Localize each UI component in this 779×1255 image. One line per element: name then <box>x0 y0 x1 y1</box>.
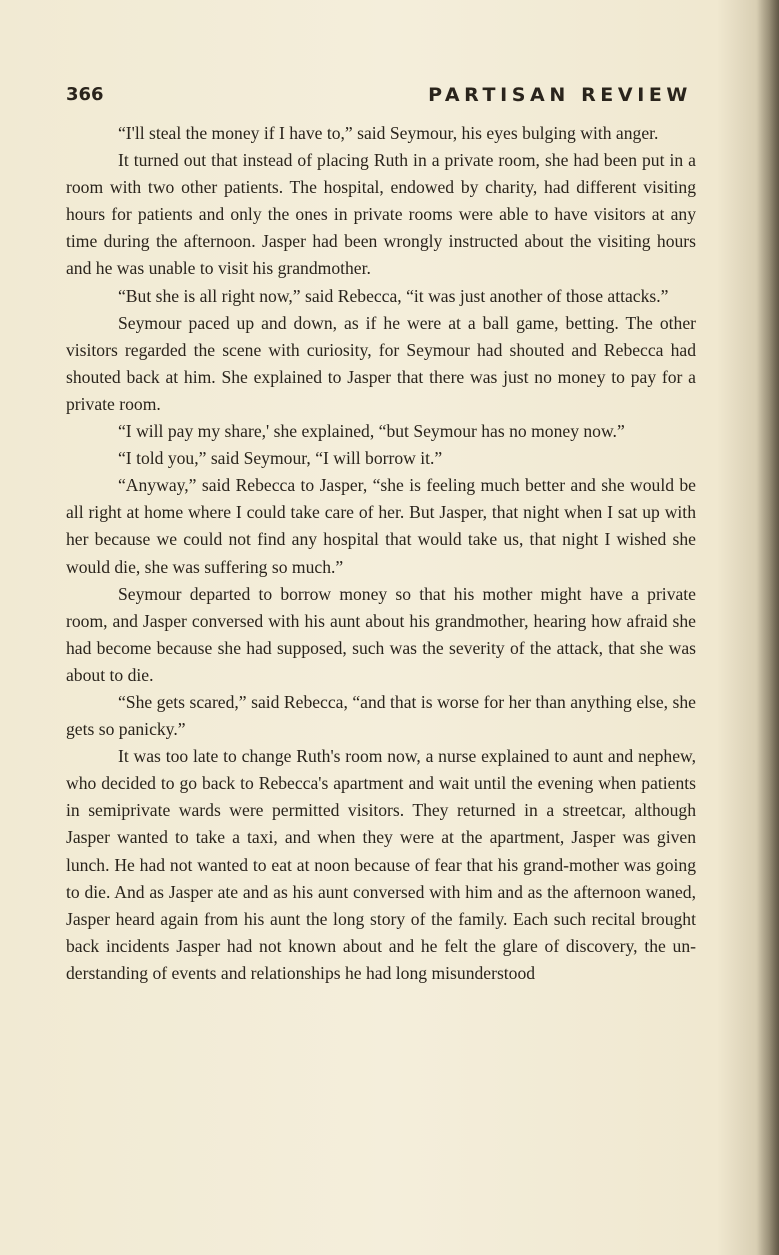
running-head: PARTISAN REVIEW <box>428 84 692 106</box>
body-text <box>66 120 696 987</box>
paragraph: “I told you,” said Seymour, “I will borrow it.” <box>118 448 443 469</box>
paragraph: “I will pay my share,' she explained, “but Seymour has no money now.” <box>118 421 625 442</box>
page-number: 366 <box>66 84 104 105</box>
spine-shadow <box>757 0 779 1255</box>
paragraph: Seymour departed to borrow money so that his mother might have a private room, and Jasper conversed with his aunt about his grandmother, hearing how afraid she had become because she had supposed, such was the severity of the attack, that she was about to die. <box>66 583 696 685</box>
paragraph: Seymour paced up and down, as if he were at a ball game, betting. The other visitors regarded the scene with curiosity, for Seymour had shouted and Rebecca had shouted back at him. She explained to Jasper that there was just no money to pay for a private room. <box>66 312 696 414</box>
paragraph: “Anyway,” said Rebecca to Jasper, “she is feeling much better and she would be all right at home where I could take care of her. But Jasper, that night when I sat up with her because we could not find any hospital that would take us, that night I wished she would die, she was suffering so much.” <box>66 475 696 577</box>
paragraph: “I'll steal the money if I have to,” said Seymour, his eyes bulging with anger. <box>118 123 659 143</box>
paragraph: It turned out that instead of placing Ruth in a private room, she had been put in a room with two other patients. The hospital, endowed by charity, had different visiting hours for patients and only the ones in private rooms were able to have visitors at any time during the afternoon. Jasper had been wrongly instructed about the visiting hours and he was unable to visit his grandmother. <box>66 150 696 279</box>
paragraph: “She gets scared,” said Rebecca, “and that is worse for her than anything else, she gets so panicky.” <box>66 691 696 740</box>
paragraph: “But she is all right now,” said Rebecca, “it was just another of those attacks.” <box>118 285 669 306</box>
page-header <box>66 84 692 110</box>
paragraph: It was too late to change Ruth's room now, a nurse explained to aunt and nephew, who decided to go back to Rebecca's apartment and wait until the evening when patients in semiprivate wards were permitted visitors. They returned in a streetcar, although Jasper wanted to take a taxi, and when they were at the apartment, Jasper was given lunch. He had not wanted to eat at noon because of fear that his grand-mother was going to die. And as Jasper ate and as his aunt conversed with him and as the afternoon waned, Jasper heard again from his aunt the long story of the family. Each such recital brought back incidents Jasper had not known about and he felt the glare of discovery, the un-derstanding of events and relationships he had long misunderstood <box>66 746 696 983</box>
